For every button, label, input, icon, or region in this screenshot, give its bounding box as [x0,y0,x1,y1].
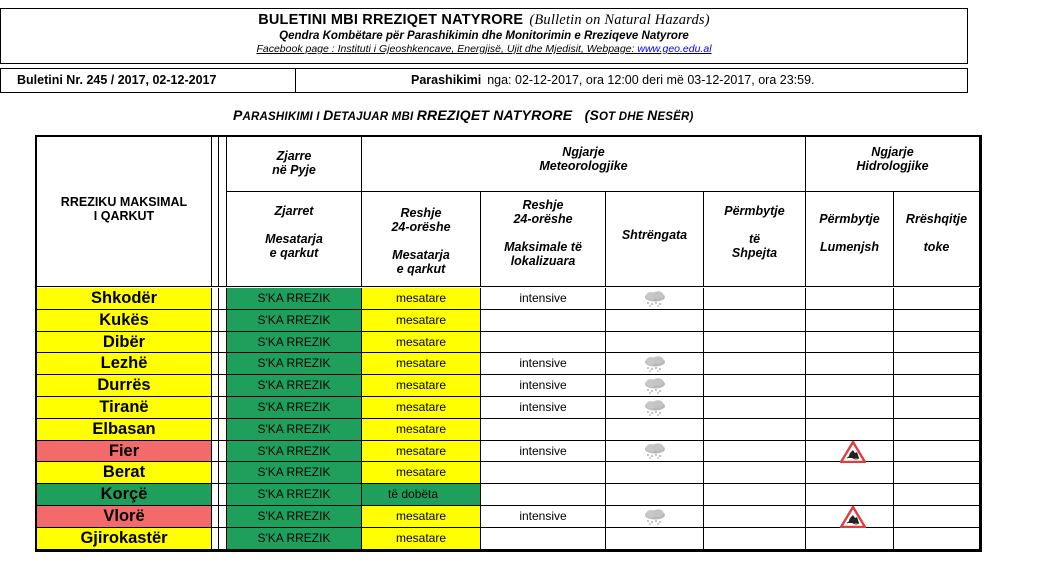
table-title: PARASHIKIMI I DETAJUAR MBI RREZIQET NATYRORE (SOT DHE NESËR) [233,107,694,123]
separator-cell-2 [219,419,227,441]
landslide-cell [894,332,980,354]
region-cell: Shkodër [37,288,212,310]
separator-cell [212,462,219,484]
header-line: Lumenjsh [819,240,880,254]
storm-cloud-icon [642,356,668,372]
forecast-label: Parashikimi [411,73,482,87]
region-cell: Lezhë [37,353,212,375]
header-line [362,234,480,248]
rain-avg-cell: mesatare [362,419,481,441]
separator-cell-2 [219,310,227,332]
fire-risk-cell: S'KA RREZIK [227,375,362,397]
landslide-cell [894,310,980,332]
header-line: Mesatarja [392,248,450,262]
rain-avg-cell: mesatare [362,528,481,550]
col-header-flash-flood: Përmbytje të Shpejta [704,192,806,287]
region-cell: Dibër [37,332,212,354]
header-line [806,226,893,240]
fire-risk-cell: S'KA RREZIK [227,419,362,441]
forecast-period [411,69,815,92]
rain-max-cell [481,332,606,354]
title-english: (Bulletin on Natural Hazards) [529,12,710,28]
landslide-cell [894,528,980,550]
rain-max-cell [481,528,606,550]
storm-cell [606,397,704,419]
rain-max-cell: intensive [481,397,606,419]
storm-cloud-icon [642,291,668,307]
flash-flood-cell [704,462,806,484]
separator-cell-2 [219,397,227,419]
header-line: në Pyje [272,163,316,177]
storm-cloud-icon [642,443,668,459]
rain-avg-cell: mesatare [362,506,481,528]
storm-cell [606,506,704,528]
rain-avg-cell: mesatare [362,397,481,419]
header-line: Zjarret [274,204,314,218]
flash-flood-cell [704,397,806,419]
flash-flood-cell [704,310,806,332]
region-cell: Berat [37,462,212,484]
separator-cell [212,332,219,354]
landslide-cell [894,288,980,310]
flash-flood-cell [704,506,806,528]
header-line: e qarkut [269,246,319,260]
header-line: Hidrologjike [856,159,929,173]
separator-cell [212,375,219,397]
header-line: e qarkut [396,262,446,276]
hazard-table [35,135,982,552]
fire-risk-cell: S'KA RREZIK [227,397,362,419]
flash-flood-cell [704,441,806,463]
river-flood-cell [806,484,894,506]
separator-cell [212,506,219,528]
flood-warning-icon [840,441,866,463]
storm-cell [606,419,704,441]
river-flood-cell [806,462,894,484]
separator-cell-2 [219,441,227,463]
rain-avg-cell: mesatare [362,288,481,310]
flash-flood-cell [704,528,806,550]
rain-avg-cell: të dobëta [362,484,481,506]
river-flood-cell [806,310,894,332]
separator-cell-2 [219,288,227,310]
fire-risk-cell: S'KA RREZIK [227,441,362,463]
fire-risk-cell: S'KA RREZIK [227,332,362,354]
header-line: I QARKUT [93,209,155,223]
col-header-rain-max [481,192,606,287]
center-name: Qendra Kombëtare për Parashikimin dhe Monitorimin e Rreziqeve Natyrore [279,30,689,42]
forecast-range: nga: 02-12-2017, ora 12:00 deri më 03-12-2017, ora 23:59. [487,73,815,87]
separator-cell-2 [219,528,227,550]
header-line [227,218,361,232]
river-flood-cell [806,419,894,441]
header-line: Meteorologjike [539,159,628,173]
rain-max-cell: intensive [481,375,606,397]
river-flood-cell [806,506,894,528]
header-line: Reshje [522,198,564,212]
header-line: Reshje [400,206,442,220]
header-line: Shtrëngata [621,228,688,242]
col-header-storm [606,192,704,287]
separator-cell [212,353,219,375]
col-header-river-flood [806,192,894,287]
rain-max-cell: intensive [481,353,606,375]
separator-cell [212,484,219,506]
rain-max-cell [481,462,606,484]
flash-flood-cell [704,419,806,441]
header-line: Rrëshqitje [905,212,968,226]
rain-max-cell [481,419,606,441]
storm-cell [606,441,704,463]
bulletin-title [1,12,967,29]
header-line: Përmbytje [724,204,785,218]
landslide-cell [894,375,980,397]
separator-cell-2 [219,462,227,484]
separator-cell-2 [219,332,227,354]
rain-avg-cell: mesatare [362,310,481,332]
storm-cloud-icon [642,400,668,416]
separator-cell [212,419,219,441]
contact-line [1,43,967,55]
rain-avg-cell: mesatare [362,462,481,484]
col-header-meteo [362,137,806,192]
rain-max-cell: intensive [481,288,606,310]
separator-cell-2 [219,375,227,397]
fire-risk-cell: S'KA RREZIK [227,288,362,310]
river-flood-cell [806,288,894,310]
separator-cell [212,441,219,463]
river-flood-cell [806,332,894,354]
fire-risk-cell: S'KA RREZIK [227,528,362,550]
region-cell: Gjirokastër [37,528,212,550]
header-line [894,226,979,240]
fire-risk-cell: S'KA RREZIK [227,506,362,528]
storm-cell [606,375,704,397]
storm-cell [606,484,704,506]
region-cell: Vlorë [37,506,212,528]
header-line: Përmbytje [819,212,880,226]
storm-cell [606,462,704,484]
title-text: BULETINI MBI RREZIQET NATYRORE [258,12,524,28]
landslide-cell [894,353,980,375]
region-cell: Kukës [37,310,212,332]
separator-cell [212,528,219,550]
region-cell: Durrës [37,375,212,397]
header-line: Ngjarje [871,145,914,159]
header-line: 24-orëshe [513,212,573,226]
col-header-fires [227,192,362,287]
facebook-text: Facebook page : Instituti i Gjeoshkencave, Energjisë, Ujit dhe Mjedisit, Webpage: [256,43,638,55]
flash-flood-cell [704,353,806,375]
region-cell: Korçë [37,484,212,506]
col-header-hydro [806,137,980,192]
region-cell: Tiranë [37,397,212,419]
landslide-cell [894,506,980,528]
river-flood-cell [806,375,894,397]
storm-cloud-icon [642,378,668,394]
flash-flood-cell [704,375,806,397]
separator-cell-2 [219,506,227,528]
flash-flood-cell [704,332,806,354]
bulletin-header [0,8,968,64]
header-line: Zjarre [276,149,312,163]
fire-risk-cell: S'KA RREZIK [227,462,362,484]
header-line: Mesatarja [265,232,323,246]
river-flood-cell [806,441,894,463]
header-line: lokalizuara [510,254,576,268]
landslide-cell [894,419,980,441]
fire-risk-cell: S'KA RREZIK [227,353,362,375]
rain-avg-cell: mesatare [362,332,481,354]
rain-avg-cell: mesatare [362,353,481,375]
separator-cell [212,397,219,419]
rain-avg-cell: mesatare [362,375,481,397]
header-line [481,226,605,240]
separator-cell-2 [219,353,227,375]
col-header-max-risk [37,137,212,287]
region-cell: Fier [37,441,212,463]
rain-max-cell: intensive [481,506,606,528]
storm-cell [606,310,704,332]
storm-cloud-icon [642,509,668,525]
separator-cell-2 [219,484,227,506]
header-line: RREZIKU MAKSIMAL [60,195,188,209]
bulletin-info-bar [0,68,968,93]
flash-flood-cell [704,288,806,310]
river-flood-cell [806,528,894,550]
landslide-cell [894,484,980,506]
rain-max-cell: intensive [481,441,606,463]
col-header-rain-avg [362,192,481,287]
separator-cell [212,288,219,310]
header-line: Maksimale të [504,240,582,254]
header-line: toke [923,240,950,254]
landslide-cell [894,441,980,463]
separator-column [212,137,219,287]
header-line: Ngjarje [562,145,605,159]
rain-avg-cell: mesatare [362,441,481,463]
bulletin-number: Buletini Nr. 245 / 2017, 02-12-2017 [1,69,296,92]
rain-max-cell [481,484,606,506]
flash-flood-cell [704,484,806,506]
rain-max-cell [481,310,606,332]
col-header-forest-fire [227,137,362,192]
storm-cell [606,353,704,375]
storm-cell [606,528,704,550]
separator-column-2 [219,137,227,287]
storm-cell [606,288,704,310]
webpage-link[interactable]: www.geo.edu.al [637,43,712,55]
region-cell: Elbasan [37,419,212,441]
flood-warning-icon [840,506,866,528]
header-line [704,218,805,232]
river-flood-cell [806,353,894,375]
river-flood-cell [806,397,894,419]
header-line: 24-orëshe [391,220,451,234]
landslide-cell [894,397,980,419]
fire-risk-cell: S'KA RREZIK [227,310,362,332]
fire-risk-cell: S'KA RREZIK [227,484,362,506]
separator-cell [212,310,219,332]
storm-cell [606,332,704,354]
col-header-landslide [894,192,980,287]
landslide-cell [894,462,980,484]
